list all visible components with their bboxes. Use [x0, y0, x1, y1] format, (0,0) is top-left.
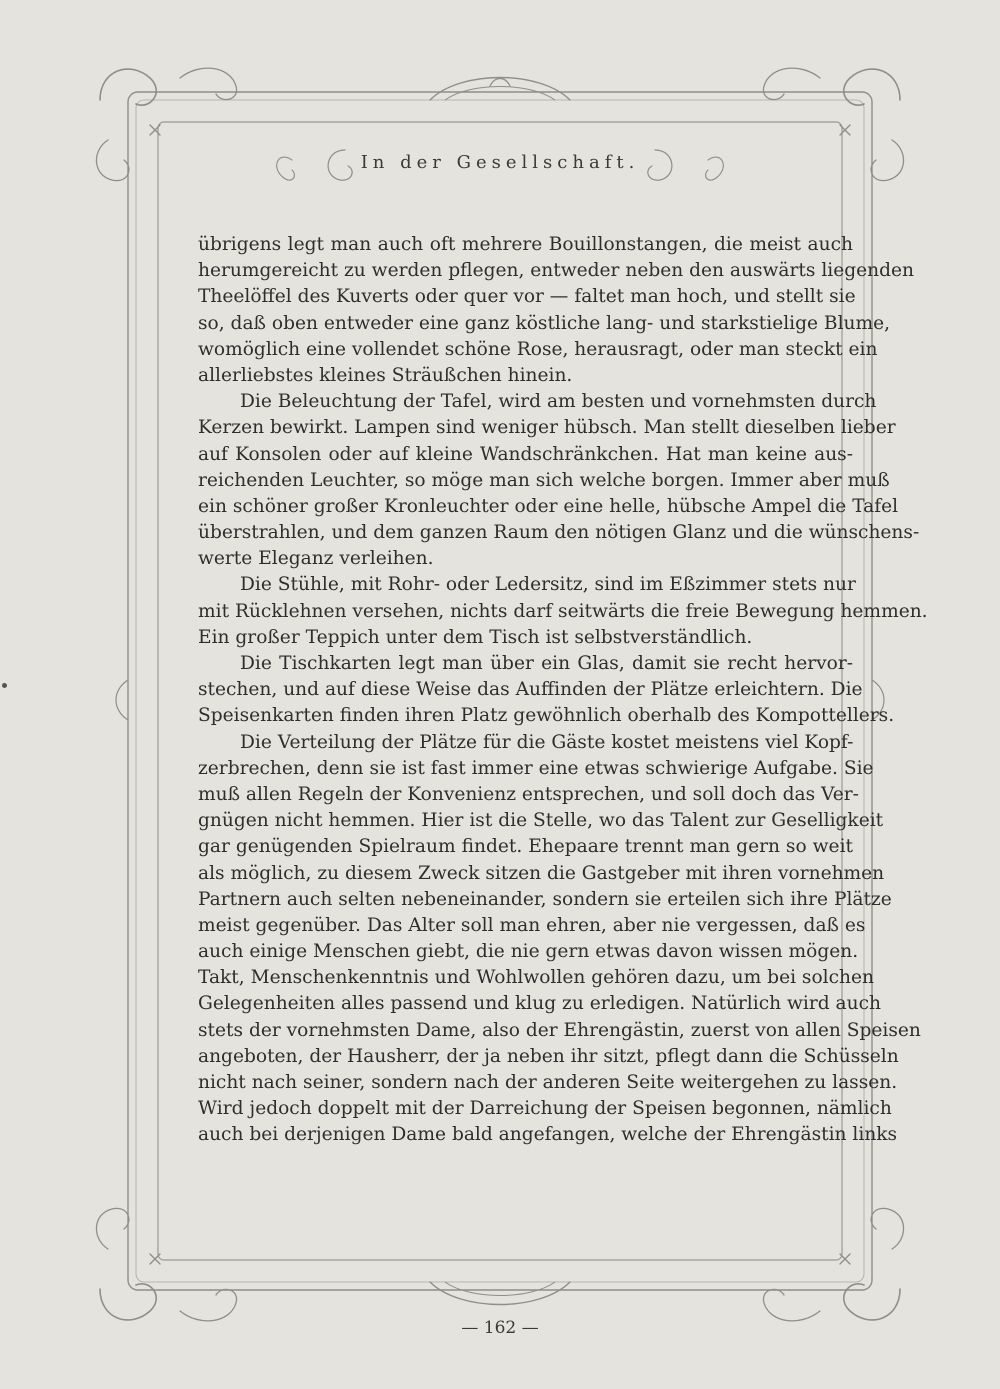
text-line: herumgereicht zu werden pflegen, entweder neben den auswärts liegenden — [198, 260, 914, 282]
text-line: Gelegenheiten alles passend und klug zu erledigen. Natürlich wird auch — [198, 993, 882, 1015]
running-title: In der Gesellschaft. — [360, 152, 640, 173]
text-line: Die Beleuchtung der Tafel, wird am besten und vornehmsten durch — [240, 391, 877, 413]
page-number: — 162 — — [461, 1318, 539, 1338]
text-line: muß allen Regeln der Konvenienz entsprechen, und soll doch das Ver- — [198, 783, 859, 805]
text-line: gar genügenden Spielraum findet. Ehepaare trennt man gern so weit — [198, 836, 853, 858]
text-line: auch bei derjenigen Dame bald angefangen, welche der Ehrengästin links — [198, 1124, 898, 1146]
text-line: Kerzen bewirkt. Lampen sind weniger hübsch. Man stellt dieselben lieber — [198, 417, 896, 439]
text-line: stets der vornehmsten Dame, also der Ehrengästin, zuerst von allen Speisen — [198, 1019, 921, 1041]
text-line: Ein großer Teppich unter dem Tisch ist selbstverständlich. — [198, 626, 753, 648]
text-line: gnügen nicht hemmen. Hier ist die Stelle, wo das Talent zur Geselligkeit — [198, 810, 884, 832]
text-line: stechen, und auf diese Weise das Auffinden der Plätze erleichtern. Die — [198, 679, 863, 701]
text-line: Takt, Menschenkenntnis und Wohlwollen gehören dazu, um bei solchen — [198, 967, 874, 989]
text-line: meist gegenüber. Das Alter soll man ehren, aber nie vergessen, daß es — [198, 914, 866, 936]
text-line: Wird jedoch doppelt mit der Darreichung der Speisen begonnen, nämlich — [198, 1098, 892, 1120]
text-line: Die Verteilung der Plätze für die Gäste kostet meistens viel Kopf- — [240, 731, 854, 753]
text-line: zerbrechen, denn sie ist fast immer eine etwas schwierige Aufgabe. Sie — [198, 757, 874, 779]
text-line: Partnern auch selten nebeneinander, sondern sie erteilen sich ihre Plätze — [198, 888, 892, 910]
text-line: Theelöffel des Kuverts oder quer vor — faltet man hoch, und stellt sie — [198, 286, 856, 308]
text-line: werte Eleganz verleihen. — [198, 548, 434, 570]
text-line: mit Rücklehnen versehen, nichts darf seitwärts die freie Bewegung hemmen. — [198, 600, 928, 622]
text-line: angeboten, der Hausherr, der ja neben ihr sitzt, pflegt dann die Schüsseln — [198, 1045, 899, 1067]
body-text — [198, 232, 928, 1149]
text-line: Die Tischkarten legt man über ein Glas, damit sie recht hervor- — [240, 653, 853, 674]
text-line: Speisenkarten finden ihren Platz gewöhnlich oberhalb des Kompottellers. — [198, 705, 895, 727]
text-line: überstrahlen, und dem ganzen Raum den nötigen Glanz und die wünschens- — [198, 522, 920, 544]
text-line: nicht nach seiner, sondern nach der anderen Seite weitergehen zu lassen. — [198, 1072, 898, 1093]
text-line: reichenden Leuchter, so möge man sich welche borgen. Immer aber muß — [198, 469, 890, 491]
text-line: allerliebstes kleines Sträußchen hinein. — [198, 364, 573, 386]
text-line: als möglich, zu diesem Zweck sitzen die Gastgeber mit ihren vornehmen — [198, 862, 885, 884]
text-line: ein schöner großer Kronleuchter oder eine helle, hübsche Ampel die Tafel — [198, 495, 899, 517]
text-line: übrigens legt man auch oft mehrere Bouillonstangen, die meist auch — [198, 234, 853, 255]
text-line: auf Konsolen oder auf kleine Wandschränkchen. Hat man keine aus- — [198, 443, 853, 465]
text-line: Die Stühle, mit Rohr- oder Ledersitz, sind im Eßzimmer stets nur — [240, 574, 856, 596]
text-line: auch einige Menschen giebt, die nie gern etwas davon wissen mögen. — [198, 941, 859, 963]
margin-speck — [2, 683, 7, 688]
text-line: womöglich eine vollendet schöne Rose, herausragt, oder man steckt ein — [198, 338, 878, 360]
text-line: so, daß oben entweder eine ganz köstliche lang- und starkstielige Blume, — [198, 312, 891, 334]
